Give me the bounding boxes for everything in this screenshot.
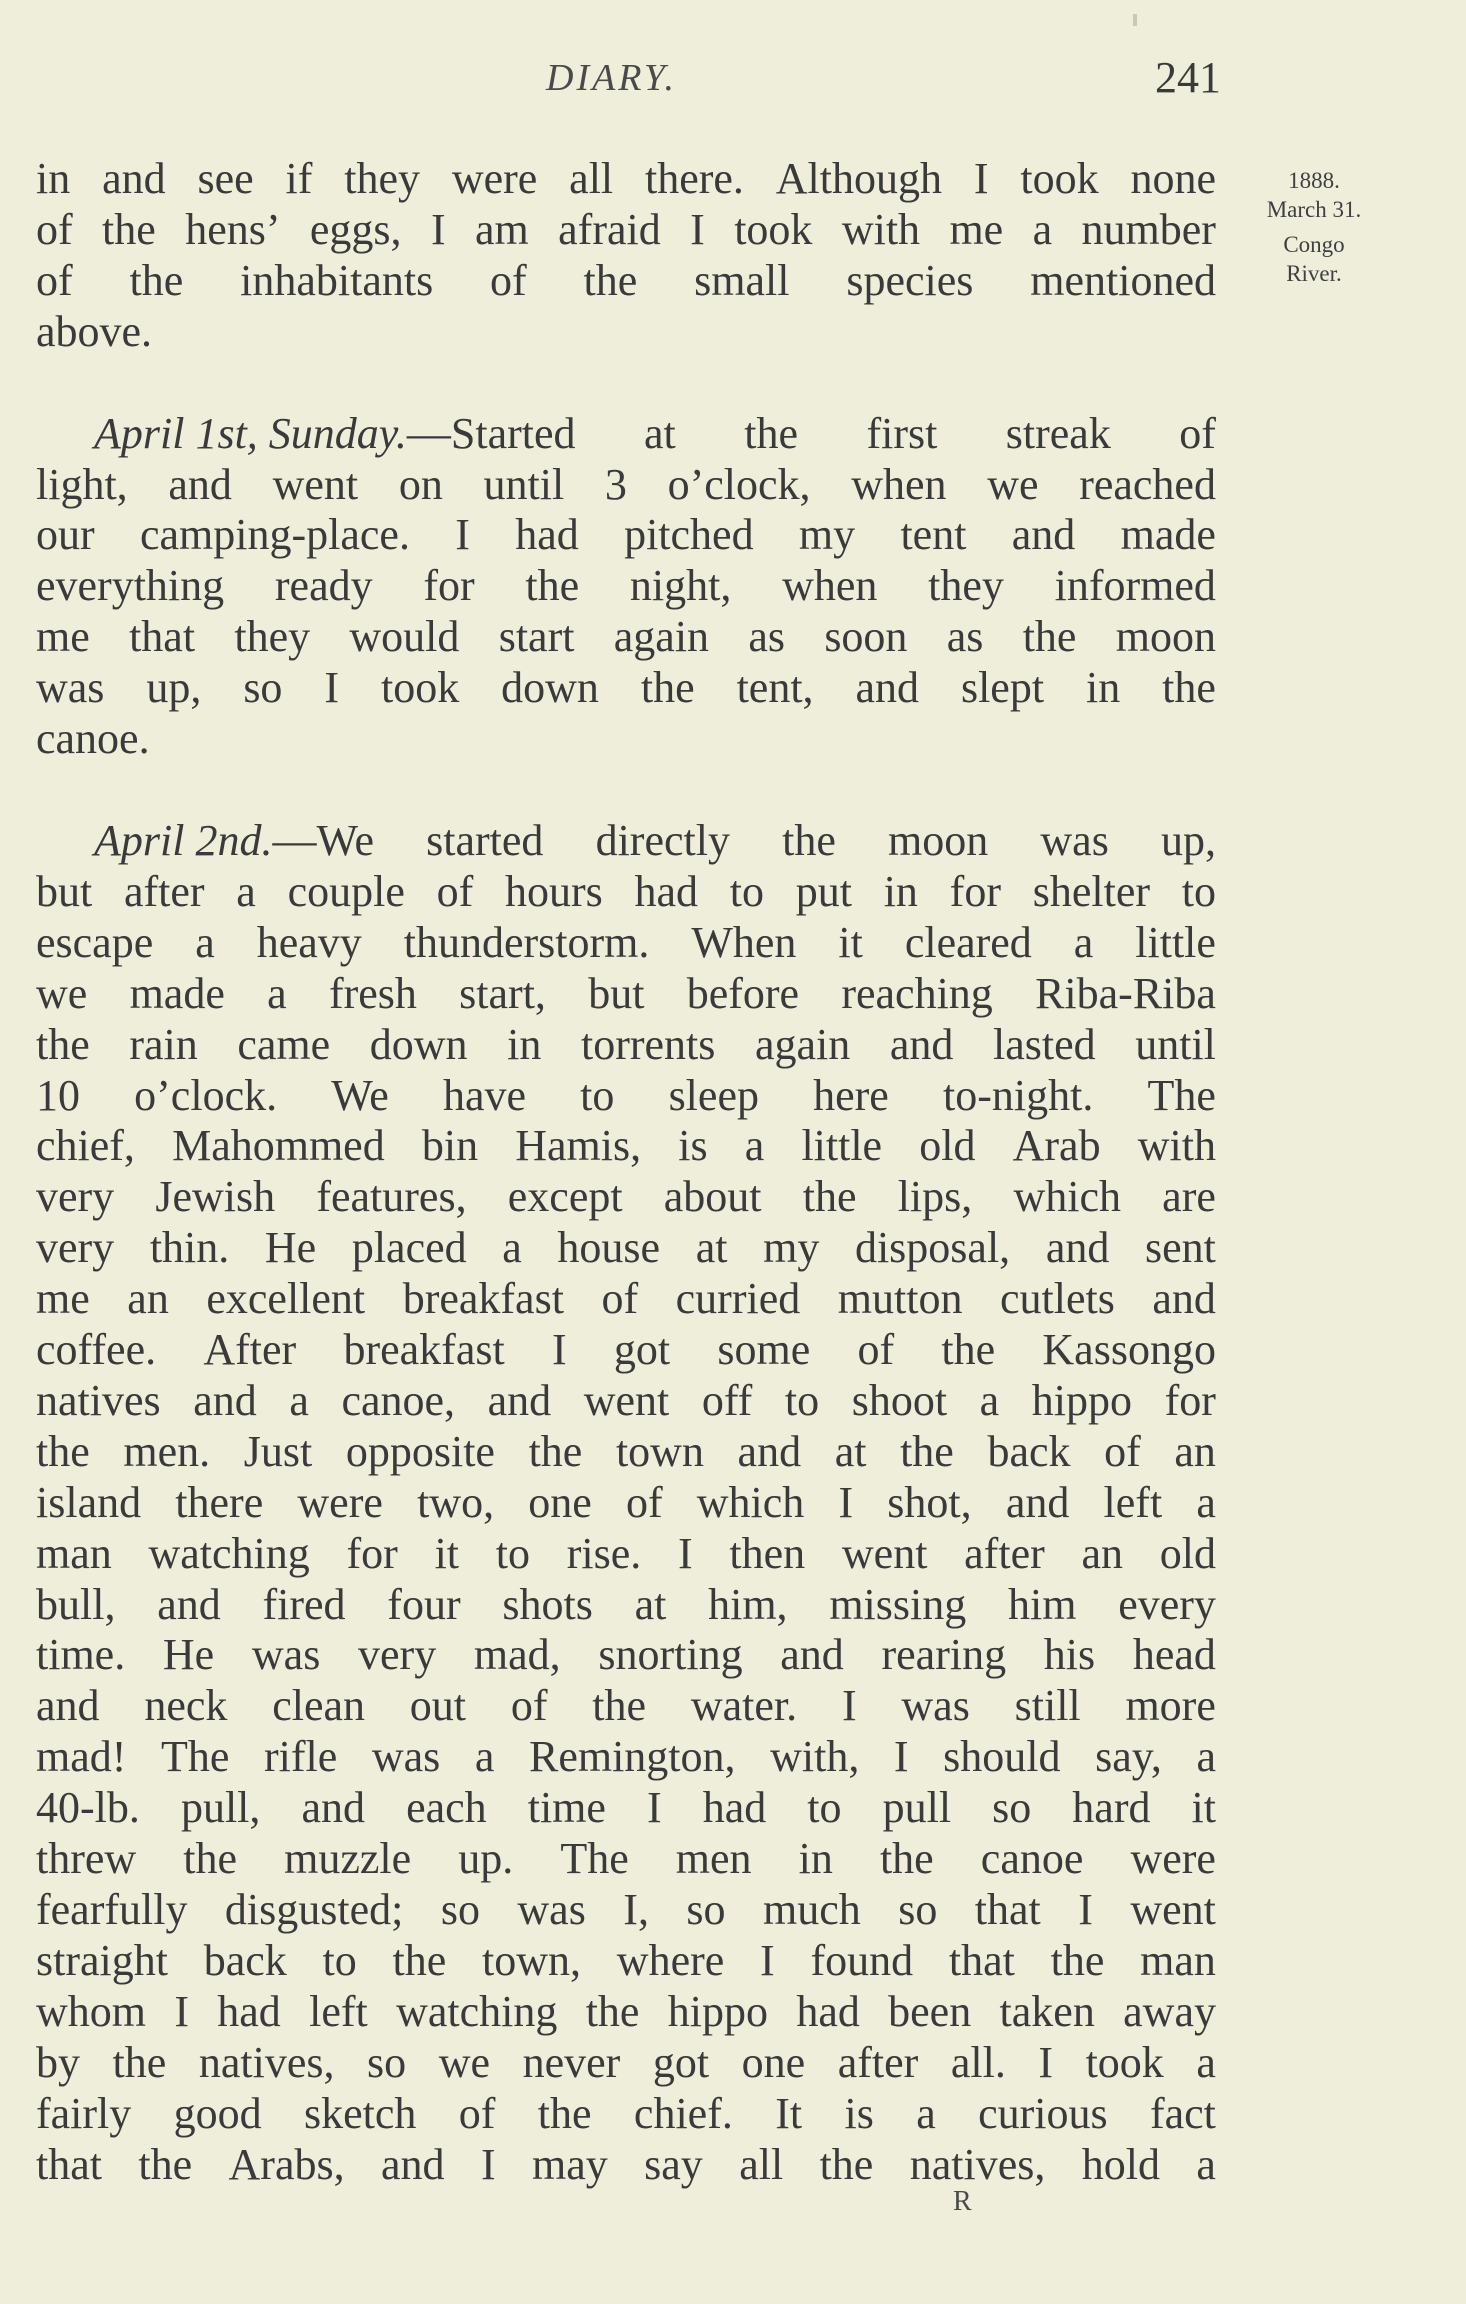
- text-line: 40-lb. pull, and each time I had to pull so hard it: [36, 1783, 1216, 1833]
- body-text: [36, 154, 1216, 2190]
- diary-date: April 1st, Sunday.: [94, 408, 407, 458]
- text-line: the men. Just opposite the town and at the back of an: [36, 1426, 1216, 1476]
- text-line: me that they would start again as soon as the moon: [36, 612, 1216, 662]
- print-mark: [1133, 14, 1137, 26]
- printer-signature-mark: R: [953, 2186, 973, 2217]
- text-line: but after a couple of hours had to put in for shelter to: [36, 866, 1216, 916]
- paragraph: [36, 409, 1216, 765]
- text-line: 10 o’clock. We have to sleep here to-night. The: [36, 1070, 1216, 1120]
- running-head: DIARY.: [546, 57, 677, 99]
- text-line: canoe.: [36, 714, 150, 764]
- text-line: whom I had left watching the hippo had been taken away: [36, 1986, 1216, 2036]
- paragraph: [36, 816, 1216, 2190]
- text-line: me an excellent breakfast of curried mutton cutlets and: [36, 1274, 1216, 1324]
- text-line: bull, and fired four shots at him, missing him every: [36, 1579, 1216, 1629]
- text-line: our camping-place. I had pitched my tent and made: [36, 510, 1216, 560]
- text-line: natives and a canoe, and went off to shoot a hippo for: [36, 1375, 1216, 1425]
- text-line: and neck clean out of the water. I was still more: [36, 1681, 1216, 1731]
- margin-note-date: March 31.: [1266, 197, 1362, 222]
- text-line: straight back to the town, where I found that the man: [36, 1935, 1216, 1985]
- text-line: time. He was very mad, snorting and rearing his head: [36, 1630, 1216, 1680]
- diary-date: April 2nd.: [94, 815, 273, 865]
- text-line: we made a fresh start, but before reaching Riba-Riba: [36, 968, 1216, 1018]
- text-line: in and see if they were all there. Although I took none: [36, 154, 1216, 203]
- text-line: mad! The rifle was a Remington, with, I should say, a: [36, 1732, 1216, 1782]
- margin-note: [1236, 166, 1392, 288]
- text-line: April 2nd.—We started directly the moon was up,: [94, 815, 1216, 865]
- page-number: 241: [1155, 53, 1221, 102]
- text-line: April 1st, Sunday.—Started at the first streak of: [94, 408, 1216, 458]
- text-line: light, and went on until 3 o’clock, when we reached: [36, 459, 1216, 509]
- text-line: fearfully disgusted; so was I, so much so that I went: [36, 1885, 1216, 1934]
- text-line: very thin. He placed a house at my disposal, and sent: [36, 1223, 1216, 1273]
- text-line: of the hens’ eggs, I am afraid I took with me a number: [36, 204, 1216, 254]
- text-line: of the inhabitants of the small species mentioned: [36, 255, 1216, 305]
- text-line: everything ready for the night, when they informed: [36, 561, 1216, 611]
- text-line: man watching for it to rise. I then went after an old: [36, 1528, 1216, 1578]
- text-line: very Jewish features, except about the lips, which are: [36, 1172, 1216, 1222]
- text-line: by the natives, so we never got one after all. I took a: [36, 2037, 1216, 2087]
- text-line: the rain came down in torrents again and lasted until: [36, 1019, 1216, 1069]
- text-line: was up, so I took down the tent, and slept in the: [36, 663, 1216, 713]
- text-line: island there were two, one of which I shot, and left a: [36, 1477, 1216, 1527]
- text-line: chief, Mahommed bin Hamis, is a little old Arab with: [36, 1121, 1216, 1171]
- margin-note-place: River.: [1286, 261, 1342, 286]
- text-line: that the Arabs, and I may say all the natives, hold a: [36, 2139, 1216, 2189]
- text-line: threw the muzzle up. The men in the canoe were: [36, 1834, 1216, 1884]
- text-line: escape a heavy thunderstorm. When it cleared a little: [36, 917, 1216, 967]
- text-line: coffee. After breakfast I got some of the Kassongo: [36, 1325, 1216, 1375]
- margin-note-place: Congo: [1283, 232, 1345, 257]
- paragraph: [36, 154, 1216, 358]
- text-line: above.: [36, 306, 153, 356]
- margin-note-year: 1888.: [1288, 168, 1340, 193]
- text-line: fairly good sketch of the chief. It is a curious fact: [36, 2088, 1216, 2138]
